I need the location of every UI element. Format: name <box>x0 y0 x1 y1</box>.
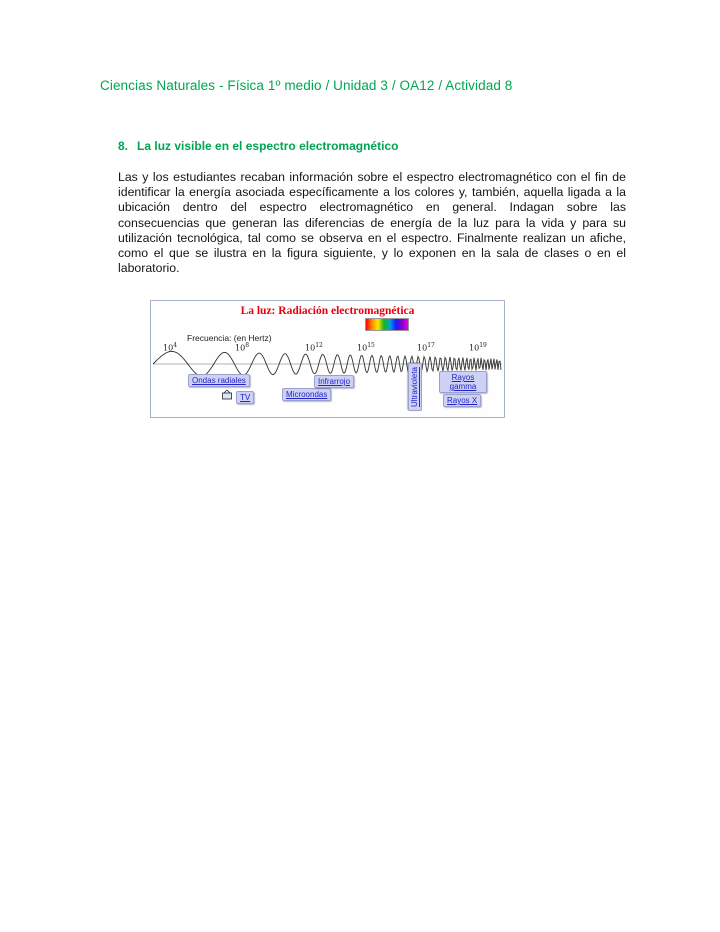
activity-title: La luz visible en el espectro electromagnético <box>137 139 399 153</box>
freq-tick: $10^{15}$ <box>357 342 375 353</box>
band-tv-label: TV <box>236 391 254 404</box>
activity-heading <box>118 139 398 153</box>
band-ultraviolet-label: Ultravioleta <box>408 363 422 411</box>
band-gamma-label: Rayos gamma <box>439 371 487 393</box>
freq-tick: $10^{19}$ <box>469 342 487 353</box>
breadcrumb: Ciencias Naturales - Física 1º medio / Unidad 3 / OA12 / Actividad 8 <box>100 78 513 93</box>
spectrum-figure <box>150 300 505 418</box>
band-infrared-label: Infrarrojo <box>314 375 354 388</box>
activity-number: 8. <box>118 139 129 153</box>
freq-tick: $10^{12}$ <box>305 342 323 353</box>
band-xray-label: Rayos X <box>443 394 481 407</box>
freq-tick: $10^4$ <box>163 342 178 353</box>
band-radio-label: Ondas radiales <box>188 374 250 387</box>
figure-title: La luz: Radiación electromagnética <box>240 305 415 317</box>
visible-spectrum-bar <box>365 318 409 331</box>
band-microwave-label: Microondas <box>282 388 331 401</box>
freq-tick: $10^{17}$ <box>417 342 435 353</box>
tv-icon <box>221 389 233 400</box>
freq-tick: $10^8$ <box>235 342 250 353</box>
activity-description: Las y los estudiantes recaban información sobre el espectro electromagnético con el fin de identificar la energía asociada específicamente a los colores y, también, aquella ligada a la ubicación dentro del espectro electromagnético en general. Indagan sobre las consecuencias que generan las diferencias de energía de la luz para la vida y para su utilización tecnológica, tal como se observa en el espectro. Finalmente realizan un afiche, como el que se ilustra en la figura siguiente, y lo exponen en la sala de clases o en el laboratorio. <box>118 170 626 276</box>
frequency-axis-label: Frecuencia: (en Hertz) <box>187 333 272 343</box>
